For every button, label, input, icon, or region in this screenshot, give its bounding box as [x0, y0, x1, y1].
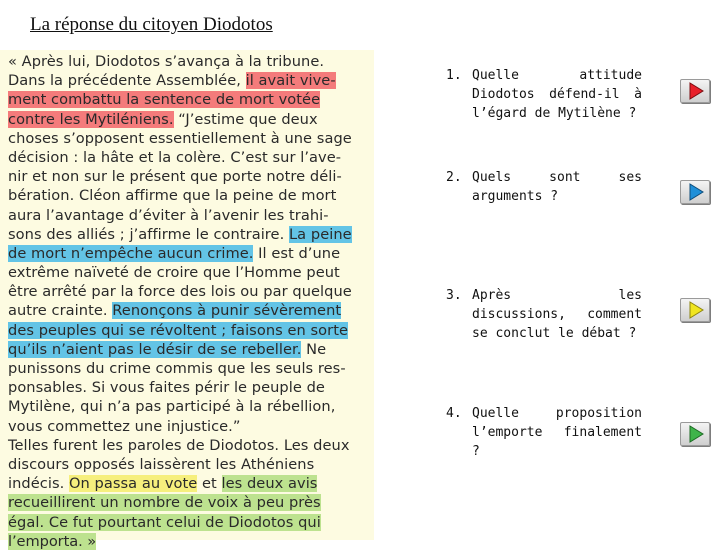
text-line [8, 225, 372, 244]
text-line [8, 90, 372, 109]
text-segment: choses s’opposent essentiellement à une sage [8, 129, 352, 147]
question-number: 4. [446, 406, 462, 421]
question-number: 2. [446, 170, 462, 185]
question-text: Quelle proposition l’emporte finalement ? [472, 406, 642, 459]
text-line [8, 244, 372, 263]
text-line [8, 513, 372, 532]
text-line [8, 52, 372, 71]
text-segment: décision : la hâte et la colère. C’est sur l’ave- [8, 148, 342, 166]
text-line [8, 378, 372, 397]
text-segment: autre crainte. [8, 302, 113, 320]
text-line [8, 71, 372, 90]
highlighted-text: Renonçons à punir sévèrement [112, 302, 342, 320]
text-segment: être arrêté par la force des lois ou par quelque [8, 283, 352, 301]
question-3-play-button[interactable] [680, 298, 710, 322]
text-segment: et [197, 475, 222, 493]
text-segment: indécis. [8, 475, 69, 493]
highlighted-text: ment combattu la sentence de mort votée [8, 91, 321, 109]
text-line [8, 436, 372, 455]
question-text: Quels sont ses arguments ? [472, 170, 642, 204]
text-segment: « Après lui, Diodotos s’avança à la tribune. [8, 53, 325, 70]
question-3 [446, 286, 642, 343]
text-segment: “J’estime que deux [173, 110, 318, 128]
page-title: La réponse du citoyen Diodotos [30, 14, 273, 35]
highlighted-text: il avait vive- [245, 72, 336, 90]
text-segment: Il est d’une [253, 244, 341, 262]
text-segment: extrême naïveté de croire que l’Homme peut [8, 264, 340, 282]
question-4-play-button[interactable] [680, 422, 710, 446]
play-arrow-icon [681, 80, 709, 102]
text-line [8, 301, 372, 320]
highlighted-text: On passa au vote [68, 475, 198, 493]
question-text: Après les discussions, comment se conclut le débat ? [472, 288, 642, 341]
text-line [8, 321, 372, 340]
question-number: 1. [446, 68, 462, 83]
text-line [8, 532, 372, 551]
highlighted-text: l’emporta. » [8, 532, 97, 550]
text-segment: nir et non sur le présent que porte notre déli- [8, 168, 342, 186]
text-segment: bération. Cléon affirme que la peine de mort [8, 187, 337, 205]
text-line [8, 397, 372, 416]
text-line [8, 263, 372, 282]
text-line [8, 474, 372, 493]
play-arrow-icon [681, 181, 709, 203]
source-text-panel [0, 50, 374, 550]
highlighted-text: qu’ils n’aient pas le désir de se rebeller. [8, 340, 302, 358]
highlighted-text: des peuples qui se révoltent ; faisons en sorte [8, 321, 349, 339]
text-segment: aura l’avantage d’éviter à l’avenir les trahi- [8, 206, 329, 224]
text-segment: Ne [301, 340, 327, 358]
text-segment: Mytilène, qui n’a pas participé à la rébellion, [8, 398, 336, 416]
highlighted-text: égal. Ce fut pourtant celui de Diodotos qui [8, 513, 321, 531]
question-text: Quelle attitude Diodotos défend-il à l’égard de Mytilène ? [472, 68, 642, 121]
text-line [8, 129, 372, 148]
text-line [8, 417, 372, 436]
text-line [8, 340, 372, 359]
text-line [8, 493, 372, 512]
text-segment: Telles furent les paroles de Diodotos. Les deux [8, 436, 350, 454]
text-line [8, 167, 372, 186]
source-text [8, 52, 372, 551]
text-line [8, 282, 372, 301]
highlighted-text: de mort n’empêche aucun crime. [8, 244, 254, 262]
question-4 [446, 404, 642, 461]
text-segment: sons des alliés ; j’affirme le contraire. [8, 225, 289, 243]
question-2-play-button[interactable] [680, 180, 710, 204]
text-segment: ponsables. Si vous faites périr le peuple de [8, 379, 325, 397]
highlighted-text: La peine [288, 225, 352, 243]
text-line [8, 206, 372, 225]
question-1 [446, 66, 642, 123]
highlighted-text: recueillirent un nombre de voix à peu près [8, 494, 321, 512]
text-line [8, 186, 372, 205]
text-line [8, 110, 372, 129]
play-arrow-icon [681, 423, 709, 445]
text-line [8, 148, 372, 167]
text-segment: Dans la précédente Assemblée, [8, 72, 246, 90]
text-segment: punissons du crime commis que les seuls res- [8, 360, 346, 377]
text-line [8, 455, 372, 474]
highlighted-text: contre les Mytiléniens. [8, 110, 174, 128]
text-segment: vous commettez une injustice.” [8, 417, 241, 435]
play-arrow-icon [681, 299, 709, 321]
question-number: 3. [446, 288, 462, 303]
question-2 [446, 168, 642, 206]
question-1-play-button[interactable] [680, 79, 710, 103]
text-segment: discours opposés laissèrent les Athéniens [8, 455, 315, 473]
text-line [8, 359, 372, 378]
highlighted-text: les deux avis [221, 475, 318, 493]
